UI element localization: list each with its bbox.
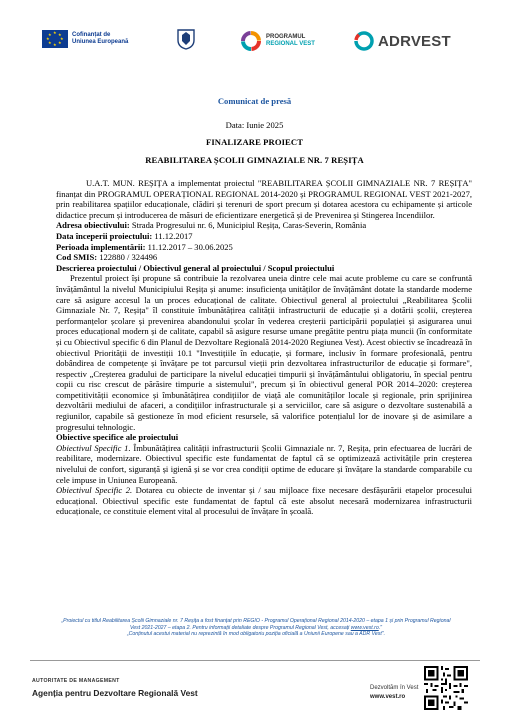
- adr-vest-mark-icon: [354, 31, 374, 51]
- specific-objective-1-label: Obiectivul Specific 1.: [56, 442, 131, 453]
- press-release-body: [56, 178, 472, 517]
- adr-vest-wordmark: ADRVEST: [378, 32, 451, 50]
- prv-line1: PROGRAMUL: [266, 34, 306, 40]
- release-date: Data: Iunie 2025: [225, 120, 284, 130]
- description-paragraph: Prezentul proiect își propune să contribuie la rezolvarea uneia dintre cele mai acute probleme cu care se confruntă învățământul la nivelul Municipiului Reșița și anume: insuficiența unităților de învățământ dotate la standarde moderne care să asigure accesul la un proces educațional de calitate. Obiectivul general al proiectului „Reabilitarea Școlii Gimnaziale Nr. 7, Reșița" îl constituie îmbunătățirea calității infrastructurii de educație și a dotării școlii, creșterea performanțelor școlare și prevenirea abandonului școlar în vederea creșterii participării populației și asigurarea unui proces educațional modern și de calitate, capabil să asigure resurse umane pregătite pentru piața muncii (în conformitate și cu Obiectivul specific 6 din Planul de Dezvoltare Regională 2014-2020 Regiunea Vest). Acest obiectiv se încadrează în obiectivul Priorității de investiții 10.1 "Investițiile în educație, și formare, inclusiv în formare profesională, pentru dobândirea de competențe și învățare pe tot parcursul vieții prin dezvoltarea infrastructurilor de educație și formare", respectiv „Creșterea gradului de participare la nivelul educației timpurii și învățământului obligatoriu, în special pentru copii cu risc crescut de părăsire timpurie a sistemului", precum și în obiectivul general POR 2014–2020: creșterea competitivității economice și îmbunătățirea condițiilor de viață ale comunităților locale și regionale, prin sprijinirea dezvoltării mediului de afaceri, a condițiilor infrastructurale și a serviciilor, care să asigure o dezvoltare sustenabilă a regiunilor, capabile să gestioneze în mod eficient resursele, să valorifice potențialul lor de inovare și de asimilare a progresului tehnologic.: [56, 273, 472, 432]
- intro-paragraph: U.A.T. MUN. REȘIȚA a implementat proiectul "REABILITAREA ȘCOLII GIMNAZIALE NR. 7 REȘIȚA" finanțat din PROGRAMUL OPERAȚIONAL REGIONAL 2014-2020 și PROGRAMUL REGIONAL VEST 2021-2027, prin reabilitarea spațiilor educaționale, clădiri și terenuri de sport precum și dotarea acestora cu echipamente și articole didactice precum și introducerea de măsuri de eficientizare energetică și de Prevenirea și Stingerea Incendiilor.: [56, 178, 472, 220]
- management-authority-label: AUTORITATE DE MANAGEMENT: [32, 678, 120, 684]
- footer-website-link[interactable]: www.vest.ro: [370, 694, 406, 700]
- disclaimer-funding-end: .": [378, 624, 383, 631]
- specific-objective-2: [56, 485, 472, 517]
- smis-label: Cod SMIS:: [56, 252, 98, 263]
- address-value: Strada Progresului nr. 6, Municipiul Reșița, Caras-Severin, România: [129, 220, 367, 231]
- smis-value: 122880 / 324496: [97, 252, 158, 263]
- address-line: [56, 220, 472, 231]
- start-date-value: 11.12.2017: [152, 230, 193, 241]
- smis-line: [56, 252, 472, 263]
- footer-slogan: Dezvoltăm în Vest: [370, 685, 419, 691]
- eu-line1: Cofinanțat de: [72, 32, 111, 38]
- address-label: Adresa obiectivului:: [56, 220, 130, 231]
- disclaimer-content-text: „Conținutul acestui material nu reprezintă în mod obligatoriu poziția oficială a Uniunii Europene sau a ADR Vest".: [126, 631, 386, 638]
- eu-flag-icon: ★ ★ ★ ★ ★ ★ ★ ★: [42, 30, 68, 48]
- adr-vest-logo: [354, 31, 451, 51]
- description-heading: Descrierea proiectului / Obiectivul general al proiectului / Scopul proiectului: [56, 262, 335, 273]
- qr-code-icon[interactable]: [424, 666, 468, 710]
- programul-regional-vest-logo: [240, 30, 315, 52]
- start-date-line: [56, 231, 472, 242]
- start-date-label: Data începerii proiectului:: [56, 230, 153, 241]
- management-authority-name: Agenția pentru Dezvoltare Regională Vest: [32, 688, 198, 698]
- romanian-government-emblem-icon: [176, 28, 196, 50]
- footer-divider: [30, 660, 480, 661]
- funding-disclaimer: [56, 618, 456, 638]
- period-value: 11.12.2017 – 30.06.2025: [145, 241, 233, 252]
- period-label: Perioada implementării:: [56, 241, 146, 252]
- disclaimer-funding-text: „Proiectul cu titlul Reabilitarea Școlii Gimnaziale nr. 7 Reșița a fost finanțat prin REGIO - Programul Operațional Regional 2014-2020 – etapa 1 și prin Programul Regional Vest 2021-2027 – etapa 2. Pentru informații detaliate despre Programul Regional Vest, accesați: [61, 618, 451, 631]
- disclaimer-link[interactable]: www.vest.ro: [350, 624, 379, 631]
- eu-line2: Uniunea Europeană: [72, 39, 129, 45]
- specific-objectives-heading: Obiective specifice ale proiectului: [56, 432, 179, 443]
- specific-objective-1: [56, 443, 472, 485]
- press-release-label: Comunicat de presă: [217, 96, 292, 106]
- prv-line2: REGIONAL VEST: [266, 41, 315, 47]
- prv-ring-icon: [240, 30, 262, 52]
- specific-objective-2-label: Obiectivul Specific 2.: [56, 485, 133, 496]
- implementation-period-line: [56, 242, 472, 253]
- eu-cofinancing-logo: [42, 30, 128, 48]
- project-title: REABILITAREA ȘCOLII GIMNAZIALE NR. 7 REȘIȚA: [145, 155, 364, 165]
- document-title: FINALIZARE PROIECT: [205, 137, 304, 147]
- specific-objective-1-text: Îmbunătățirea calității infrastructurii Școlii Gimnaziale nr. 7, Reșița, prin efectuarea de lucrări de reabilitare, modernizare. Obiectivul specific este fundamentat de faptul că se optimizează activitățile prin creșterea nivelului de confort, siguranță și igienă și se vor crea condiții optime de educare și învățare la standarde comparabile cu cele impuse in Uniunea Europeană.: [56, 442, 472, 485]
- specific-objective-2-text: Dotarea cu obiecte de inventar și / sau mijloace fixe necesare desfășurării etapelor procesului educațional. Obiectivul specific este fundamentat de faptul că este absolut necesară modernizarea infrastructurii educaționale, ce constituie element vital al procesului de învățare în școală.: [56, 485, 472, 517]
